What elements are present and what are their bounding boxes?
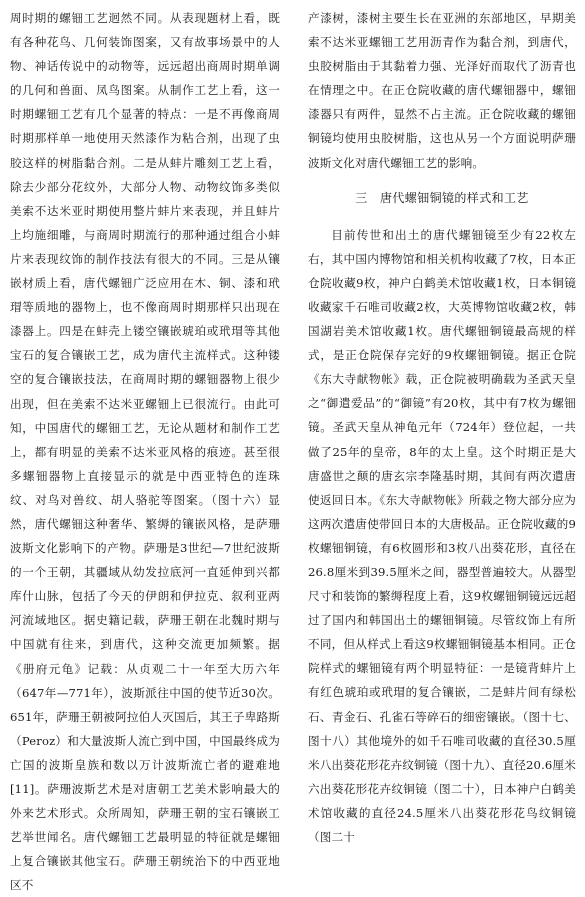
body-paragraph: 周时期的螺钿工艺迥然不同。从表现题材上看，既有各种花鸟、几何装饰图案，又有故事场景中的人物、神话传说中的动物等，远远超出商周时期单调的几何和兽面、凤鸟图案。从制作工艺上看，这一时期螺钿工艺有几个显著的特点：一是不再像商周时期那样单一地使用天然漆作为粘合剂，出现了虫胶这样的树脂黏合剂。二是从蚌片雕刻工艺上看，除去少部分花纹外，大部分人物、动物纹饰多类似美索不达米亚时期使用整片蚌片来表现，并且蚌片上均施细雕，与商周时期流行的那种通过组合小蚌片来表现纹饰的制作技法有很大的不同。三是从镶嵌材质上看，唐代螺钿广泛应用在木、铜、漆和玳瑁等质地的器物上，也不像商周时期那样只出现在漆器上。四是在蚌壳上镂空镶嵌琥珀或玳瑁等其他宝石的复合镶嵌工艺，成为唐代主流样式。这种镂空的复合镶嵌技法，在商周时期的螺钿器物上很少出现，但在美索不达米亚螺钿上已很流行。由此可知，中国唐代的螺钿工艺，无论从题材和制作工艺上，都有明显的美索不达米亚风格的痕迹。甚至很多螺钿器物上直接显示的就是中西亚特色的连珠纹、对鸟对兽纹、胡人骆驼等图案。（图十六）显然，唐代螺钿这种奢华、繁缛的镶嵌风格，是萨珊波斯文化影响下的产物。萨珊是3世纪—7世纪波斯的一个王朝，其疆域从幼发拉底河一直延伸到兴都库什山脉，包括了今天的伊朗和伊拉克、叙利亚两河流域地区。据史籍记载，萨珊王朝在北魏时期与中国就有往来，到唐代，这种交流更加频繁。据《册府元龟》记载：从贞观二十一年至大历六年（647年—771年），波斯派往中国的使节近30次。651年，萨珊王朝被阿拉伯人灭国后，其王子卑路斯（Peroz）和大量波斯人流亡到中国，中国最终成为亡国的波斯皇族和数以万计波斯流亡者的避难地 [11]。萨珊波斯艺术是对唐朝工艺美术影响最大的外来艺术形式。众所周知，萨珊王朝的宝石镶嵌工艺举世闻名。唐代螺钿工艺最明显的特征就是螺钿上复合镶嵌其他宝石。萨珊王朝统治下的中西亚地区不 [10,11,280,893]
body-paragraph: 目前传世和出土的唐代螺钿镜至少有22枚左右，其中国内博物馆和相关机构收藏了7枚，日本正仓院收藏9枚，神户白鹤美术馆收藏1枚，日本铜镜收藏家千石唯司收藏2枚，大英博物馆收藏2枚，韩国湖岩美术馆收藏1枚。唐代螺钿铜镜最高规的样式，是正仓院保存完好的9枚螺钿铜镜。据正仓院《东大寺献物帐》载，正仓院被明确载为圣武天皇之“御遣爱品”的“御镜”有20枚，其中有7枚为螺钿镜。圣武天皇从神龟元年（724年）登位起，一共做了25年的皇帝，8年的太上皇。这个时期正是大唐盛世之颠的唐玄宗李隆基时期，其间有两次遣唐使返回日本。《东大寺献物帐》所载之物大部分应为这两次遣唐使带回日本的大唐极品。正仓院收藏的9枚螺钿铜镜，有6枚圆形和3枚八出葵花形，直径在26.8厘米到39.5厘米之间，器型普遍较大。从器型尺寸和装饰的繁缛程度上看，这9枚螺钿铜镜远远超过了国内和韩国出土的螺钿铜镜。尽管纹饰上有所不同，但从样式上看这9枚螺钿铜镜基本相同。正仓院样式的螺钿镜有两个明显特征：一是镜背蚌片上有红色琥珀或玳瑁的复合镶嵌，二是蚌片间有绿松石、青金石、孔雀石等碎石的细密镶嵌。（图十七、图十八）其他境外的如千石唯司收藏的直径30.5厘米八出葵花形花卉纹铜镜（图十九）、直径20.6厘米六出葵花形花卉纹铜镜（图二十），日本神户白鹤美术馆收藏的直径24.5厘米八出葵花形花鸟纹铜镜（图二十 [308,227,576,844]
section-heading: 三 唐代螺钿铜镜的样式和工艺 [355,190,529,205]
left-column [10,6,280,897]
right-column [308,6,576,849]
body-paragraph: 产漆树，漆树主要生长在亚洲的东部地区，早期美索不达米亚螺钿工艺用沥青作为黏合剂，到唐代，虫胶树脂由于其黏着力强、光泽好而取代了沥青也在情理之中。在正仓院收藏的唐代螺钿器中，螺钿漆器只有两件，显然不占主流。正仓院收藏的螺钿铜镜均使用虫胶树脂，这也从另一个方面说明萨珊波斯文化对唐代螺钿工艺的影响。 [308,11,576,170]
